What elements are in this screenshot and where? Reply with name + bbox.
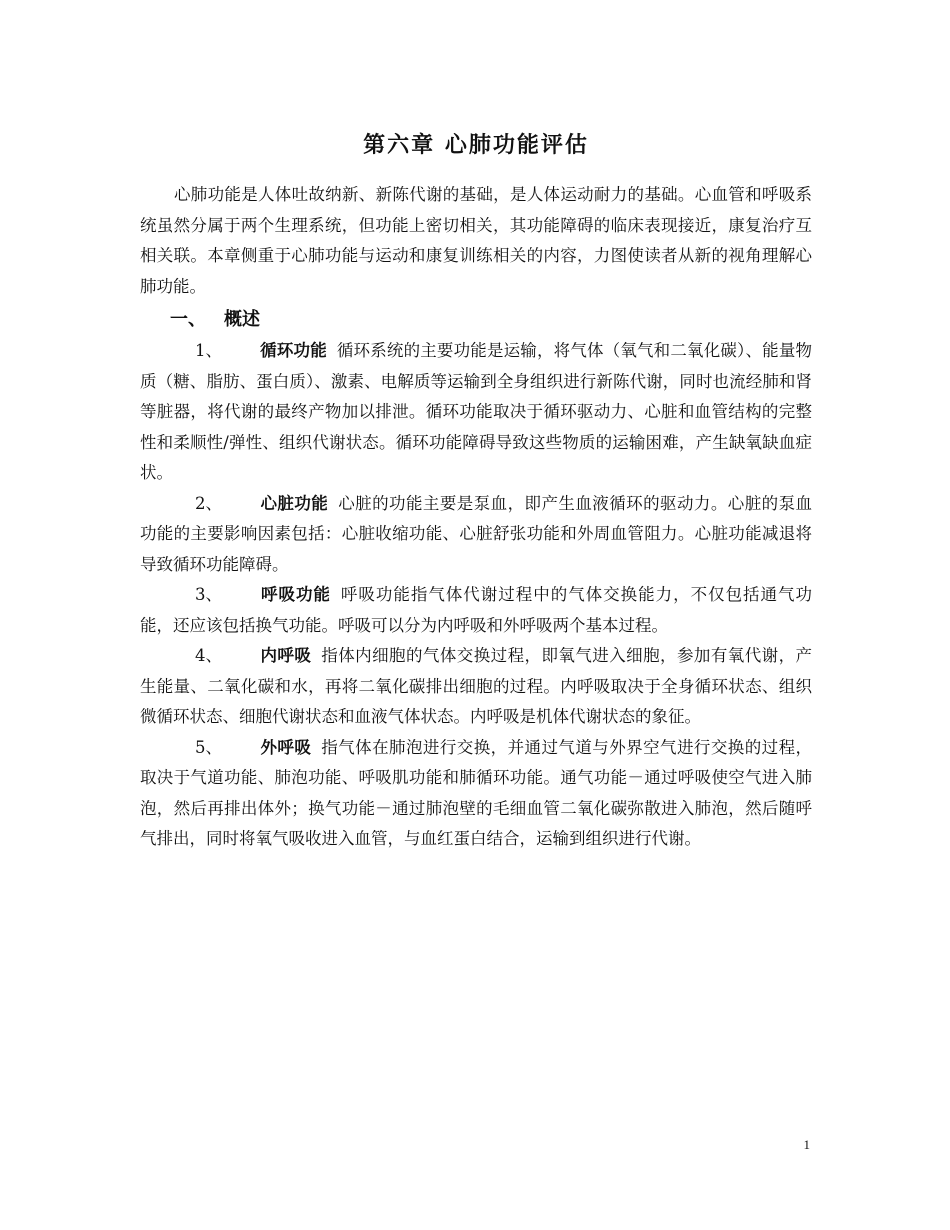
item-term: 外呼吸 xyxy=(260,737,312,757)
list-item xyxy=(140,336,812,489)
item-number: 2、 xyxy=(195,493,222,513)
section-title: 概述 xyxy=(224,309,260,330)
intro-paragraph: 心肺功能是人体吐故纳新、新陈代谢的基础，是人体运动耐力的基础。心血管和呼吸系统虽然分属于两个生理系统，但功能上密切相关，其功能障碍的临床表现接近，康复治疗互相关联。本章侧重于心肺功能与运动和康复训练相关的内容，力图使读者从新的视角理解心肺功能。 xyxy=(140,185,812,296)
section-heading xyxy=(170,304,812,336)
item-text: 心脏的功能主要是泵血，即产生血液循环的驱动力。心脏的泵血功能的主要影响因素包括：心脏收缩功能、心脏舒张功能和外周血管阻力。心脏功能减退将导致循环功能障碍。 xyxy=(140,493,812,574)
item-term: 心脏功能 xyxy=(260,493,329,513)
item-number: 3、 xyxy=(195,585,222,604)
item-number: 4、 xyxy=(195,646,222,665)
item-text: 呼吸功能指气体代谢过程中的气体交换能力，不仅包括通气功能，还应该包括换气功能。呼吸可以分为内呼吸和外呼吸两个基本过程。 xyxy=(140,585,813,635)
item-text: 循环系统的主要功能是运输，将气体（氧气和二氧化碳）、能量物质（糖、脂肪、蛋白质）、激素、电解质等运输到全身组织进行新陈代谢，同时也流经肺和肾等脏器，将代谢的最终产物加以排泄。循环功能取决于循环驱动力、心脏和血管结构的完整性和柔顺性/弹性、组织代谢状态。循环功能障碍导致这些物质的运输困难，产生缺氧缺血症状。 xyxy=(140,341,813,482)
item-number: 5、 xyxy=(195,737,222,757)
page-content xyxy=(140,128,812,855)
item-term: 内呼吸 xyxy=(260,646,312,665)
page-number: 1 xyxy=(803,1137,810,1152)
item-term: 循环功能 xyxy=(260,341,327,360)
item-text: 指体内细胞的气体交换过程，即氧气进入细胞，参加有氧代谢，产生能量、二氧化碳和水，再将二氧化碳排出细胞的过程。内呼吸取决于全身循环状态、组织微循环状态、细胞代谢状态和血液气体状态。内呼吸是机体代谢状态的象征。 xyxy=(140,646,812,726)
chapter-title: 第六章 心肺功能评估 xyxy=(363,132,589,158)
list-item xyxy=(140,489,812,581)
item-term: 呼吸功能 xyxy=(260,585,331,604)
list-item xyxy=(140,580,812,641)
item-number: 1、 xyxy=(195,341,222,360)
section-number: 一、 xyxy=(170,309,206,330)
list-item xyxy=(140,733,812,855)
item-text: 指气体在肺泡进行交换，并通过气道与外界空气进行交换的过程，取决于气道功能、肺泡功能、呼吸肌功能和肺循环功能。通气功能－通过呼吸使空气进入肺泡，然后再排出体外；换气功能－通过肺泡壁的毛细血管二氧化碳弥散进入肺泡，然后随呼气排出，同时将氧气吸收进入血管，与血红蛋白结合，运输到组织进行代谢。 xyxy=(140,737,812,848)
list-item xyxy=(140,641,812,733)
